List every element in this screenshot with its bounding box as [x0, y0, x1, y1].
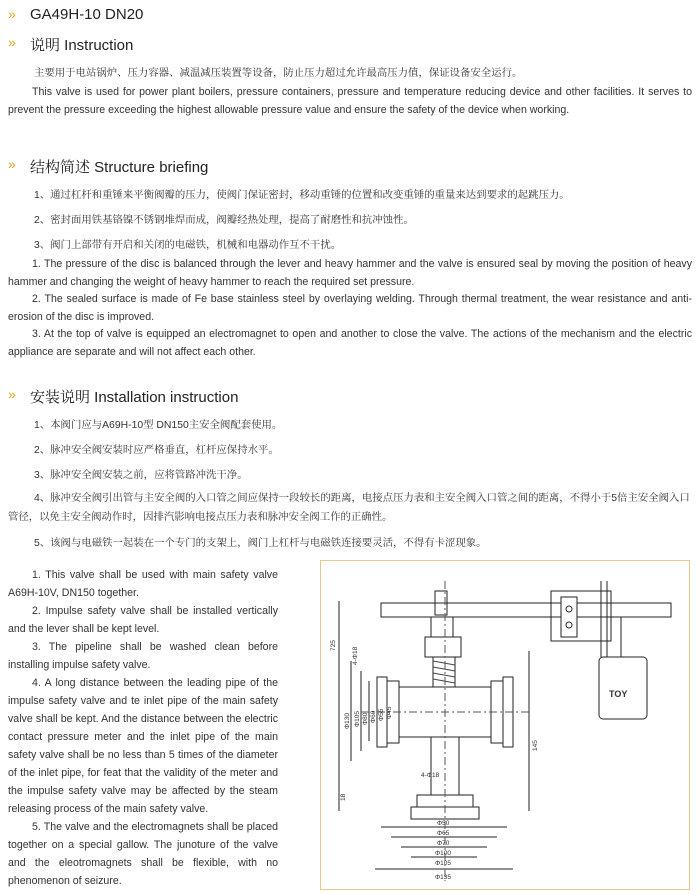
- instruction-cn: 主要用于电站锅炉、压力容器、减温减压装置等设备，防止压力超过允许最高压力值，保证设备安全运行。: [34, 68, 523, 79]
- dim-label: Φ50: [437, 820, 450, 827]
- valve-drawing-svg: [321, 561, 689, 889]
- dim-label: 725: [330, 640, 337, 651]
- dim-label: 4-Φ18: [421, 772, 440, 779]
- chevron-icon: »: [8, 6, 13, 22]
- structure-cn-2: 2、密封面用铁基铬镍不锈钢堆焊而成，阀瓣经热处理，提高了耐磨性和抗冲蚀性。: [34, 215, 414, 226]
- dim-label: Φ135: [435, 874, 452, 881]
- chevron-icon: »: [8, 156, 13, 172]
- dim-label: 145: [532, 740, 539, 751]
- dim-label: Φ60: [370, 710, 377, 723]
- structure-cn-1: 1、通过杠杆和重锤来平衡阀瓣的压力，使阀门保证密封，移动重锤的位置和改变重锤的重量来达到要求的起跳压力。: [34, 190, 570, 201]
- page-title: GA49H-10 DN20: [30, 6, 144, 23]
- instruction-heading: 说明 Instruction: [30, 37, 134, 54]
- lever-bar: [381, 603, 671, 617]
- installation-cn-1: 1、本阀门应与A69H-10型 DN150主安全阀配套使用。: [34, 420, 283, 431]
- installation-cn-3: 3、脉冲安全阀安装之前，应将管路冲洗干净。: [34, 470, 248, 481]
- installation-en: [8, 566, 278, 890]
- dim-label: Φ70: [437, 840, 450, 847]
- installation-en-3: 3. The pipeline shall be washed clean before installing impulse safety valve.: [8, 641, 278, 671]
- dim-label: Φ80: [362, 712, 369, 725]
- dim-label: Φ100: [435, 850, 452, 857]
- installation-cn-5: 5、该阀与电磁铁一起装在一个专门的支架上，阀门上杠杆与电磁铁连接要灵活，不得有卡涩现象。: [34, 538, 487, 549]
- heavy-hammer: [599, 657, 647, 719]
- chevron-icon: »: [8, 386, 13, 402]
- installation-en-5: 5. The valve and the electromagnets shall be placed together on a special gallow. The junoture of the valve and the eleotromagnets shall be flexible, with no phenomenon of seizure.: [8, 821, 278, 887]
- installation-en-1: 1. This valve shall be used with main safety valve A69H-10V, DN150 together.: [8, 569, 278, 599]
- structure-heading: 结构简述 Structure briefing: [30, 159, 209, 176]
- hammer-label: TOY: [609, 689, 628, 699]
- dim-label: Φ105: [354, 710, 361, 727]
- dim-label: Φ130: [344, 712, 351, 729]
- instruction-en-text: This valve is used for power plant boilers, pressure containers, pressure and temperature reducing device and other facilities. It serves to prevent the pressure exceeding the highest allowable pressure value and ensure the safety of the device when working.: [8, 86, 692, 116]
- installation-heading: 安装说明 Installation instruction: [30, 389, 239, 406]
- installation-en-4: 4. A long distance between the leading pipe of the impulse safety valve and te inlet pipe of the main safety valve shall be kept. And the distance between the electric contact pressure meter and the inlet pipe of the main safety valve shall be no less than 5 times of the diameter of the inlet pipe, for feat that the validity of the meter and the impulse safety valve may be affected by the steam releasing process of the main safety valve.: [8, 677, 278, 815]
- structure-cn-3: 3、阀门上部带有开启和关闭的电磁铁，机械和电器动作互不干扰。: [34, 240, 342, 251]
- dim-label: 4-Φ18: [352, 646, 359, 665]
- chevron-icon: »: [8, 34, 13, 50]
- installation-en-2: 2. Impulse safety valve shall be installed vertically and the lever shall be kept level.: [8, 605, 278, 635]
- structure-en-1: 1. The pressure of the disc is balanced through the lever and heavy hammer and the valve is ensured seal by moving the position of heavy hammer and changing the weight of heavy hammer to reach the required set pressure.: [8, 258, 692, 288]
- valve-drawing: [320, 560, 690, 890]
- installation-cn-4: 4、脉冲安全阀引出管与主安全阀的入口管之间应保持一段较长的距离，电接点压力表和主安全阀入口管之间的距离，不得小于5倍主安全阀入口管径，以免主安全阀动作时，因排汽影响电接点压力表和脉冲安全阀工作的正确性。: [8, 493, 690, 523]
- structure-en-2: 2. The sealed surface is made of Fe base stainless steel by overlaying welding. Through thermal treatment, the wear resistance and anti-erosion of the disc is improved.: [8, 293, 692, 323]
- dim-label: Φ65: [437, 830, 450, 837]
- instruction-en: [8, 84, 692, 119]
- electromagnet-box: [551, 591, 611, 641]
- dim-label: Φ105: [435, 860, 452, 867]
- dim-label: 18: [340, 793, 347, 801]
- installation-cn-2: 2、脉冲安全阀安装时应严格垂直，杠杆应保持水平。: [34, 445, 279, 456]
- structure-en: [8, 256, 692, 361]
- structure-en-3: 3. At the top of valve is equipped an electromagnet to open and another to close the valve. The actions of the mechanism and the electric appliance are separate and will not affect each other.: [8, 328, 692, 358]
- spring: [433, 661, 455, 683]
- dim-label: Φ55: [378, 708, 385, 721]
- dim-label: Φ45: [386, 706, 393, 719]
